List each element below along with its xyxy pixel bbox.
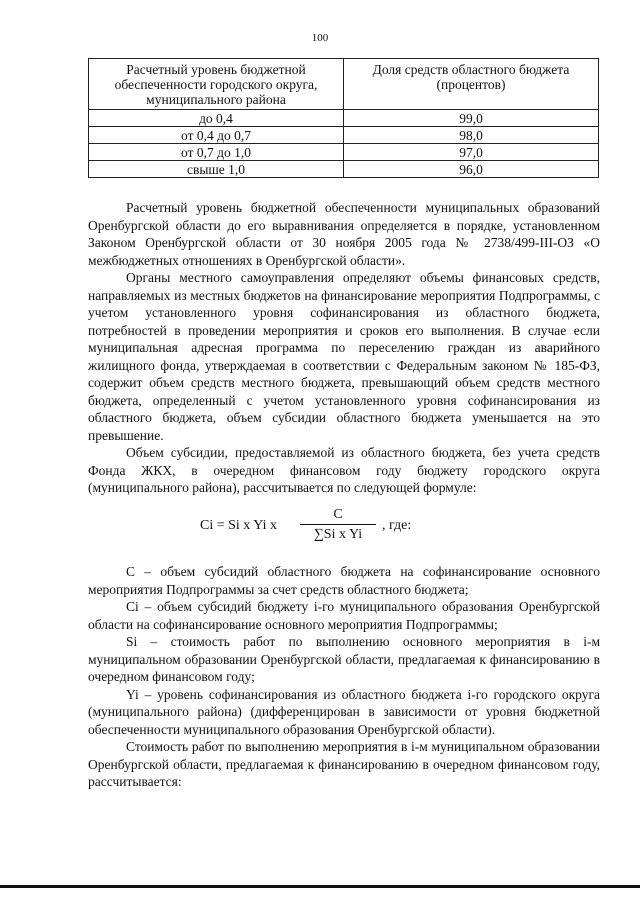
fraction-bar bbox=[300, 524, 376, 525]
definition-yi: Yi – уровень софинансирования из областного бюджета i-го городского округа (муниципального района) (дифференцирован в зависимости от уровня бюджетной обеспеченности муниципального образования Оренбургской области). bbox=[88, 686, 600, 737]
table-cell-share: 99,0 bbox=[344, 110, 599, 127]
definition-ci: Ci – объем субсидий бюджету i-го муниципального образования Оренбургской области на софинансирование основного мероприятия Подпрограммы; bbox=[88, 599, 600, 632]
paragraph-local-authorities: Органы местного самоуправления определяют объемы финансовых средств, направляемых из местных бюджетов на финансирование мероприятия Подпрограммы, с учетом установленного уровня софинансирования из областного бюджета, потребностей в проведении мероприятия и сроков его выполнения. В случае если муниципальная адресная программа по переселению граждан из аварийного жилищного фонда, утверждаемая в соответствии с Федеральным законом № 185-ФЗ, содержит объем средств местного бюджета, превышающий объем средств местного бюджета, определенный с учетом установленного уровня софинансирования из областного бюджета, объем субсидии областного бюджета уменьшается на это превышение. bbox=[88, 270, 600, 443]
paragraph-subsidy-formula-intro: Объем субсидии, предоставляемой из областного бюджета, без учета средств Фонда ЖКХ, в очередном финансовом году бюджету городского округа (муниципального района), рассчитывается по следующей формуле: bbox=[88, 445, 600, 495]
table-header-level: Расчетный уровень бюджетной обеспеченности городского округа, муниципального района bbox=[89, 59, 344, 110]
bottom-rule bbox=[0, 885, 640, 888]
formula-tail: , где: bbox=[382, 518, 412, 533]
body-text-bottom bbox=[88, 563, 600, 791]
table-row bbox=[89, 110, 599, 127]
table-cell-share: 96,0 bbox=[344, 161, 599, 178]
table-header-row bbox=[89, 59, 599, 110]
budget-share-table bbox=[88, 58, 599, 178]
paragraph-budget-level: Расчетный уровень бюджетной обеспеченности муниципальных образований Оренбургской области до его выравнивания определяется в порядке, установленном Законом Оренбургской области от 30 ноября 2005 года № 2738/499-III-ОЗ «О межбюджетных отношениях в Оренбургской области». bbox=[88, 200, 600, 268]
table-cell-share: 98,0 bbox=[344, 127, 599, 144]
table-cell-level: от 0,7 до 1,0 bbox=[89, 144, 344, 161]
paragraph-cost-calculation: Стоимость работ по выполнению мероприятия в i-м муниципальном образовании Оренбургской области, предлагаемая к финансированию в очередном финансовом году, рассчитывается: bbox=[88, 739, 600, 789]
formula-fraction bbox=[296, 506, 380, 543]
definition-si: Si – стоимость работ по выполнению основного мероприятия в i-м муниципальном образовании Оренбургской области, предлагаемая к финансированию в очередном финансовом году; bbox=[88, 634, 600, 684]
table-row bbox=[89, 161, 599, 178]
formula-lhs: Ci = Si x Yi x bbox=[200, 518, 278, 533]
table-cell-share: 97,0 bbox=[344, 144, 599, 161]
table-header-share: Доля средств областного бюджета (процентов) bbox=[344, 59, 599, 110]
table-cell-level: от 0,4 до 0,7 bbox=[89, 127, 344, 144]
table-row bbox=[89, 144, 599, 161]
definition-c: С – объем субсидий областного бюджета на софинансирование основного мероприятия Подпрограммы за счет средств областного бюджета; bbox=[88, 564, 600, 597]
table-cell-level: свыше 1,0 bbox=[89, 161, 344, 178]
formula-numerator: C bbox=[333, 507, 343, 522]
subsidy-formula bbox=[200, 506, 520, 546]
formula-denominator: ∑Si x Yi bbox=[313, 527, 363, 542]
body-text-top bbox=[88, 199, 600, 497]
table-row bbox=[89, 127, 599, 144]
table-cell-level: до 0,4 bbox=[89, 110, 344, 127]
page-number: 100 bbox=[311, 32, 329, 44]
